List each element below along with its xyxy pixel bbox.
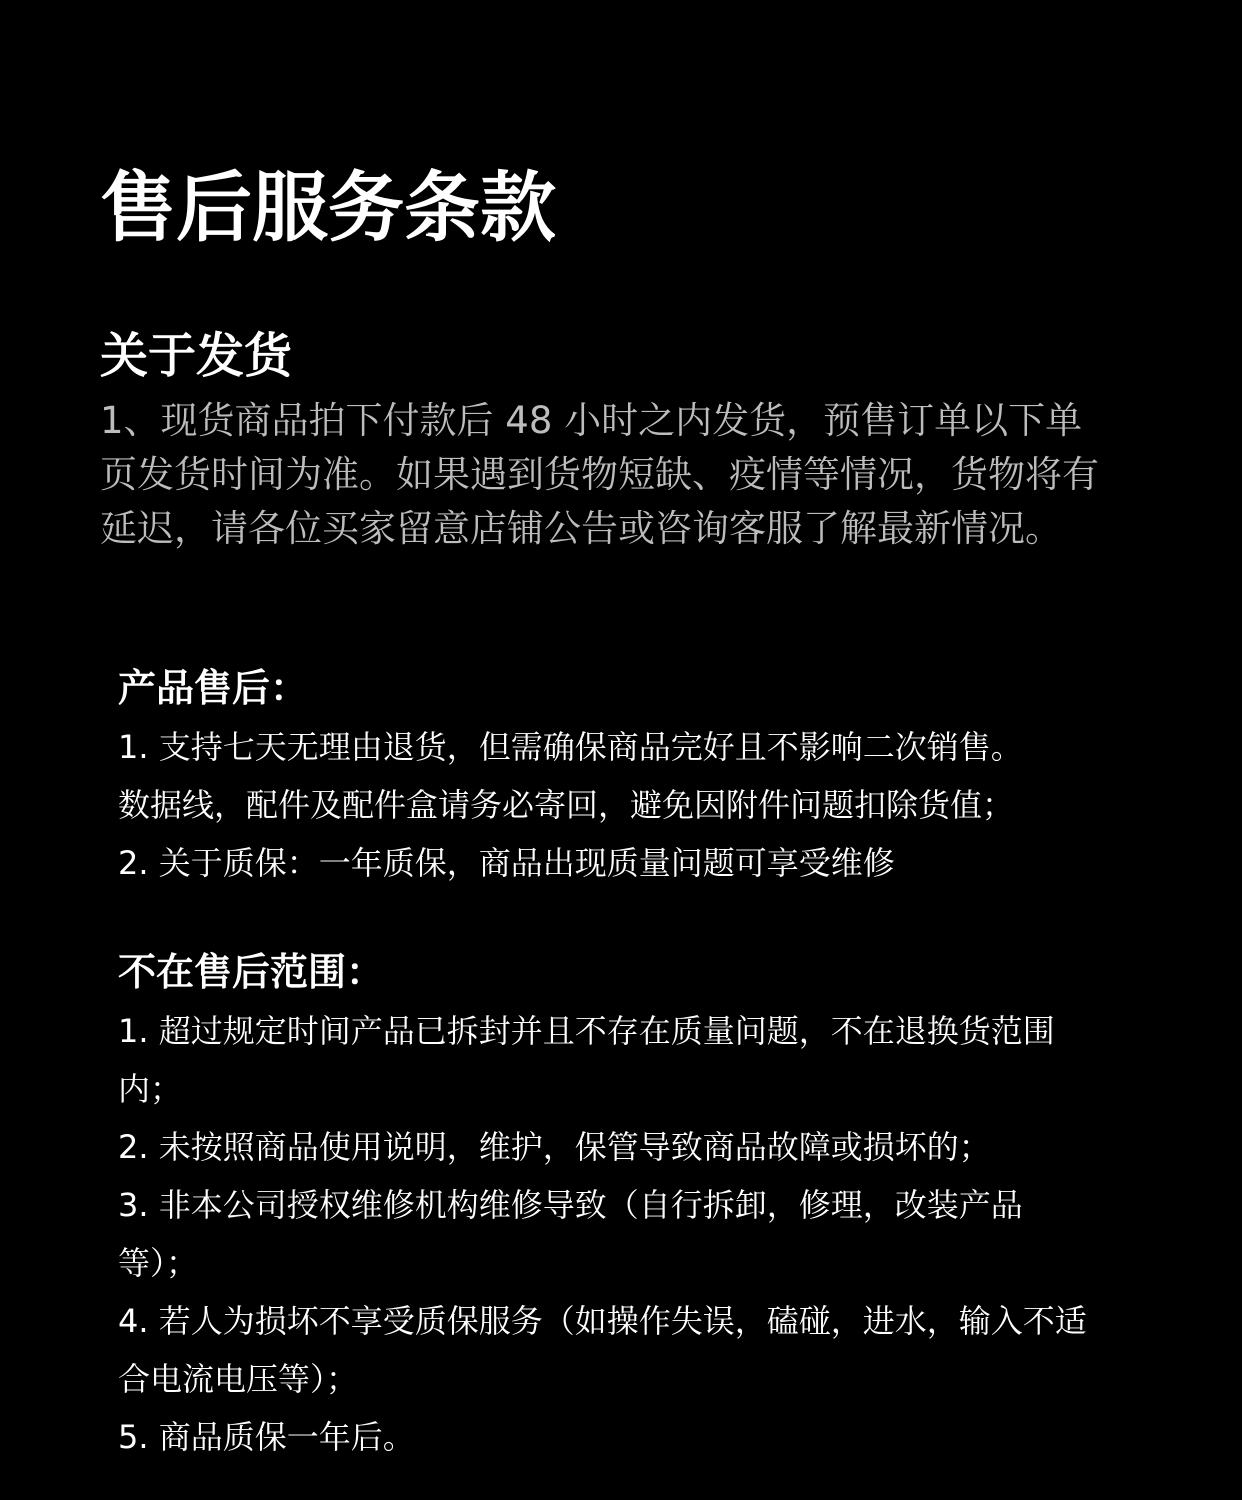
shipping-heading: 关于发货 xyxy=(100,328,293,384)
after-sales-line: 2. 关于质保：一年质保，商品出现质量问题可享受维修 xyxy=(118,844,895,882)
excluded-line: 4. 若人为损坏不享受质保服务（如操作失误，磕碰，进水，输入不适 xyxy=(118,1302,1087,1340)
page-title: 售后服务条款 xyxy=(100,163,556,252)
excluded-line: 等）； xyxy=(118,1244,199,1282)
shipping-line: 页发货时间为准。如果遇到货物短缺、疫情等情况，货物将有 xyxy=(100,453,1099,496)
after-sales-line: 1. 支持七天无理由退货，但需确保商品完好且不影响二次销售。 xyxy=(118,728,1023,766)
excluded-line: 合电流电压等）； xyxy=(118,1360,359,1398)
excluded-section xyxy=(118,944,1138,1466)
after-sales-section xyxy=(118,660,1138,892)
excluded-heading: 不在售后范围： xyxy=(118,950,385,994)
excluded-line: 1. 超过规定时间产品已拆封并且不存在质量问题，不在退换货范围 xyxy=(118,1012,1055,1050)
excluded-line: 2. 未按照商品使用说明，维护，保管导致商品故障或损坏的； xyxy=(118,1128,991,1166)
shipping-line: 延迟，请各位买家留意店铺公告或咨询客服了解最新情况。 xyxy=(100,507,1062,550)
excluded-line: 内； xyxy=(118,1070,183,1108)
after-sales-heading: 产品售后： xyxy=(118,666,309,710)
excluded-line: 5. 商品质保一年后。 xyxy=(118,1418,415,1456)
shipping-line: 1、现货商品拍下付款后 48 小时之内发货，预售订单以下单 xyxy=(100,399,1083,442)
shipping-body xyxy=(100,394,1160,556)
excluded-line: 3. 非本公司授权维修机构维修导致（自行拆卸，修理，改装产品 xyxy=(118,1186,1023,1224)
after-sales-line: 数据线，配件及配件盒请务必寄回，避免因附件问题扣除货值； xyxy=(118,786,1015,824)
shipping-section xyxy=(100,324,1160,556)
